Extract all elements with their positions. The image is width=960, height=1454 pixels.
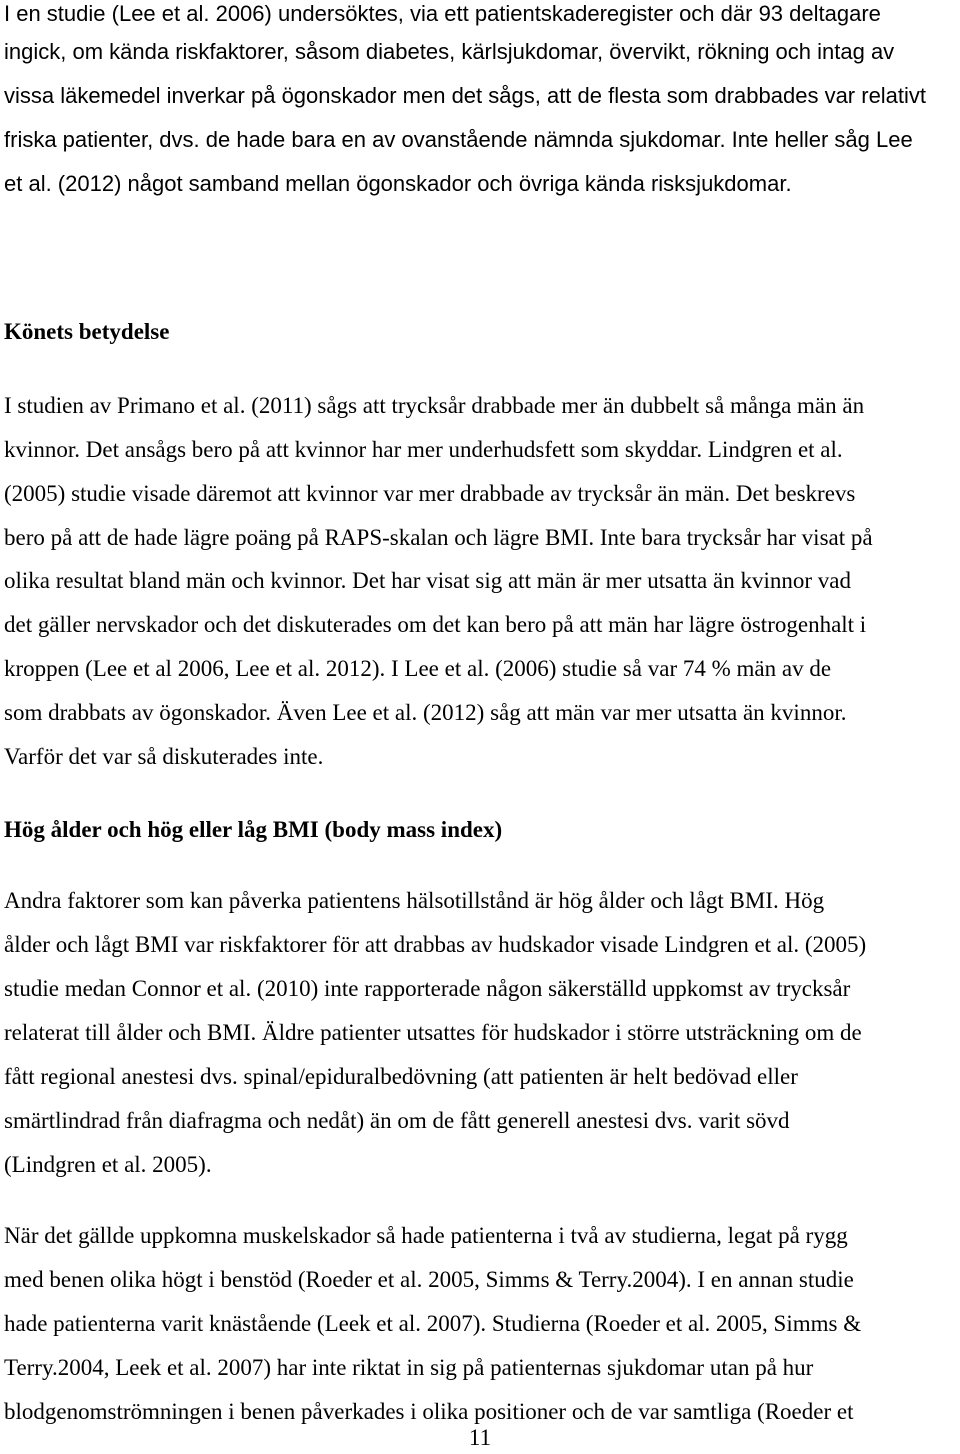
section-heading-konets-betydelse: Könets betydelse [4, 319, 170, 344]
section2-p1-line-4: relaterat till ålder och BMI. Äldre patienter utsattes för hudskador i större utsträckning om de [4, 1020, 862, 1045]
section2-p2-line-5: blodgenomströmningen i benen påverkades i olika positioner och de var samtliga (Roeder et [4, 1399, 854, 1424]
intro-line-5: et al. (2012) något samband mellan ögonskador och övriga kända risksjukdomar. [4, 171, 792, 196]
section1-line-2: kvinnor. Det ansågs bero på att kvinnor har mer underhudsfett som skyddar. Lindgren et al. [4, 437, 843, 462]
section2-p2-line-2: med benen olika högt i benstöd (Roeder et al. 2005, Simms & Terry.2004). I en annan studie [4, 1267, 854, 1292]
section1-line-3: (2005) studie visade däremot att kvinnor var mer drabbade av trycksår än män. Det beskrevs [4, 481, 856, 506]
page-number: 11 [468, 1425, 492, 1450]
section1-line-5: olika resultat bland män och kvinnor. Det har visat sig att män är mer utsatta än kvinnor vad [4, 568, 851, 593]
section2-p1-line-2: ålder och lågt BMI var riskfaktorer för att drabbas av hudskador visade Lindgren et al. (2005) [4, 932, 867, 957]
section2-p2-line-4: Terry.2004, Leek et al. 2007) har inte riktat in sig på patienternas sjukdomar utan på hur [4, 1355, 814, 1380]
intro-line-4: friska patienter, dvs. de hade bara en av ovanstående nämnda sjukdomar. Inte heller såg Lee [4, 127, 913, 152]
section2-p1-line-3: studie medan Connor et al. (2010) inte rapporterade någon säkerställd uppkomst av trycksår [4, 976, 851, 1001]
section1-line-6: det gäller nervskador och det diskuterades om det kan bero på att män har lägre östrogenhalt i [4, 612, 867, 637]
intro-line-2: ingick, om kända riskfaktorer, såsom diabetes, kärlsjukdomar, övervikt, rökning och intag av [4, 39, 895, 64]
section2-p1-line-6: smärtlindrad från diafragma och nedåt) än om de fått generell anestesi dvs. varit sövd [4, 1108, 790, 1133]
intro-line-1: I en studie (Lee et al. 2006) undersöktes, via ett patientskaderegister och där 93 deltagare [4, 1, 881, 26]
section2-p1-line-1: Andra faktorer som kan påverka patientens hälsotillstånd är hög ålder och lågt BMI. Hög [4, 888, 825, 913]
section2-p2-line-3: hade patienterna varit knästående (Leek et al. 2007). Studierna (Roeder et al. 2005, Simms & [4, 1311, 862, 1336]
section2-p1-line-7: (Lindgren et al. 2005). [4, 1152, 212, 1177]
section2-p1-line-5: fått regional anestesi dvs. spinal/epiduralbedövning (att patienten är helt bedövad eller [4, 1064, 798, 1089]
section1-line-1: I studien av Primano et al. (2011) sågs att trycksår drabbade mer än dubbelt så många män än [4, 393, 865, 418]
section-heading-hog-alder-bmi: Hög ålder och hög eller låg BMI (body mass index) [4, 817, 503, 842]
intro-line-3: vissa läkemedel inverkar på ögonskador men det sågs, att de flesta som drabbades var relativt [4, 83, 927, 108]
section1-line-8: som drabbats av ögonskador. Även Lee et al. (2012) såg att män var mer utsatta än kvinnor. [4, 700, 847, 725]
section1-line-7: kroppen (Lee et al 2006, Lee et al. 2012). I Lee et al. (2006) studie så var 74 % män av de [4, 656, 832, 681]
section1-line-9: Varför det var så diskuterades inte. [4, 744, 324, 769]
section1-line-4: bero på att de hade lägre poäng på RAPS-skalan och lägre BMI. Inte bara trycksår har visat på [4, 525, 873, 550]
section2-p2-line-1: När det gällde uppkomna muskelskador så hade patienterna i två av studierna, legat på rygg [4, 1223, 848, 1248]
